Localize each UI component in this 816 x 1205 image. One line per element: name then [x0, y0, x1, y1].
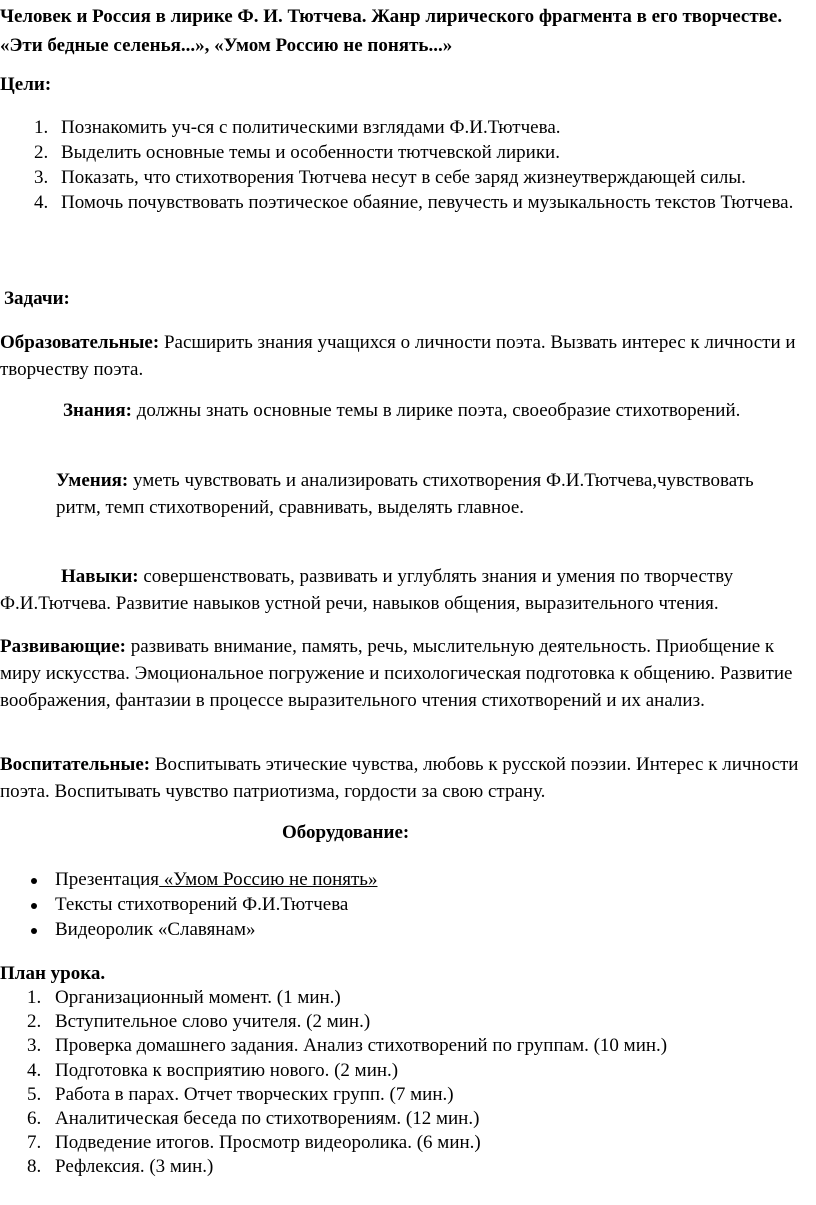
list-item-text: Показать, что стихотворения Тютчева несут в себе заряд жизнеутверждающей силы. [61, 167, 746, 188]
list-item-text: Организационный момент. (1 мин.) [55, 987, 341, 1008]
knowledge-label: Знания: [63, 400, 132, 421]
equipment-list [0, 867, 800, 942]
goals-heading: Цели: [0, 74, 52, 95]
list-item-number: 2. [34, 142, 49, 163]
goals-list [0, 115, 800, 215]
list-item [0, 917, 800, 942]
presentation-link[interactable]: «Умом Россию не понять» [159, 869, 378, 890]
upbringing-label: Воспитательные: [0, 754, 151, 775]
habits-label: Навыки: [61, 566, 139, 587]
list-item-number: 4. [27, 1059, 42, 1081]
list-item-text: Аналитическая беседа по стихотворениям. (12 мин.) [55, 1108, 480, 1130]
list-item-text: Проверка домашнего задания. Анализ стихотворений по группам. (10 мин.) [55, 1035, 668, 1057]
list-item [0, 867, 800, 892]
list-item [0, 1010, 800, 1034]
bullet-icon [31, 903, 37, 909]
list-item-text: Рефлексия. (3 мин.) [55, 1156, 214, 1178]
list-item [0, 1034, 800, 1058]
document-title: Человек и Россия в лирике Ф. И. Тютчева. Жанр лирического фрагмента в его творчестве. «Эти бедные селенья...», «Умом Россию не понять...» [0, 6, 783, 56]
list-item-text: Работа в парах. Отчет творческих групп. (7 мин.) [55, 1083, 454, 1105]
list-item [0, 1131, 800, 1155]
list-item [0, 115, 800, 140]
educational-text: Расширить знания учащихся о личности поэта. Вызвать интерес к личности и творчеству поэта. [0, 332, 796, 380]
equipment-item-text: Тексты стихотворений Ф.И.Тютчева [55, 894, 349, 915]
bullet-icon [31, 928, 37, 934]
skills-text: уметь чувствовать и анализировать стихотворения Ф.И.Тютчева,чувствовать ритм, темп стихотворений, сравнивать, выделять главное. [56, 470, 754, 518]
list-item [0, 1059, 800, 1083]
list-item [0, 986, 800, 1010]
list-item [0, 165, 800, 190]
developmental-text: развивать внимание, память, речь, мыслительную деятельность. Приобщение к миру искусства. Эмоциональное погружение и психологическая подготовка к общению. Развитие воображения, фантазии в процессе выразительного чтения стихотворений и их анализ. [0, 636, 793, 711]
list-item-text: Вступительное слово учителя. (2 мин.) [55, 1011, 371, 1033]
equipment-heading: Оборудование: [282, 822, 410, 843]
habits-text: совершенствовать, развивать и углублять знания и умения по творчеству Ф.И.Тютчева. Развитие навыков устной речи, навыков общения, выразительного чтения. [0, 566, 734, 614]
list-item-number: 1. [34, 117, 49, 138]
list-item [0, 140, 800, 165]
list-item [0, 1155, 800, 1179]
list-item-number: 1. [27, 987, 42, 1008]
list-item-number: 3. [34, 167, 49, 188]
list-item [0, 190, 800, 215]
list-item-text: Подготовка к восприятию нового. (2 мин.) [55, 1059, 399, 1081]
lesson-plan-list [0, 986, 800, 1180]
equipment-item-text: Презентация [55, 869, 160, 890]
educational-goals-paragraph [0, 329, 812, 383]
educational-label: Образовательные: [0, 332, 160, 353]
list-item-number: 6. [27, 1108, 42, 1130]
list-item [0, 892, 800, 917]
knowledge-text: должны знать основные темы в лирике поэта, своеобразие стихотворений. [131, 400, 741, 421]
list-item-number: 3. [27, 1035, 42, 1057]
developmental-paragraph [0, 633, 812, 714]
equipment-item-text: Видеоролик «Славянам» [55, 919, 256, 940]
list-item-number: 8. [27, 1156, 42, 1178]
list-item [0, 1107, 800, 1131]
tasks-heading: Задачи: [4, 288, 70, 309]
plan-heading: План урока. [0, 963, 106, 984]
list-item-text: Помочь почувствовать поэтическое обаяние, певучесть и музыкальность текстов Тютчева. [61, 192, 794, 213]
skills-label: Умения: [56, 470, 129, 491]
list-item-text: Подведение итогов. Просмотр видеоролика. (6 мин.) [55, 1132, 481, 1154]
list-item-number: 7. [27, 1132, 42, 1154]
knowledge-paragraph [0, 397, 812, 424]
list-item [0, 1083, 800, 1107]
list-item-text: Выделить основные темы и особенности тютчевской лирики. [61, 142, 560, 163]
list-item-number: 5. [27, 1083, 42, 1105]
list-item-text: Познакомить уч-ся с политическими взглядами Ф.И.Тютчева. [61, 117, 561, 138]
bullet-icon [31, 878, 37, 884]
list-item-number: 4. [34, 192, 49, 213]
skills-paragraph [56, 467, 796, 521]
list-item-number: 2. [27, 1011, 42, 1033]
upbringing-text: Воспитывать этические чувства, любовь к русской поэзии. Интерес к личности поэта. Воспитывать чувство патриотизма, гордости за свою страну. [0, 754, 799, 802]
habits-paragraph [0, 563, 812, 617]
developmental-label: Развивающие: [0, 636, 126, 657]
upbringing-paragraph [0, 751, 812, 805]
